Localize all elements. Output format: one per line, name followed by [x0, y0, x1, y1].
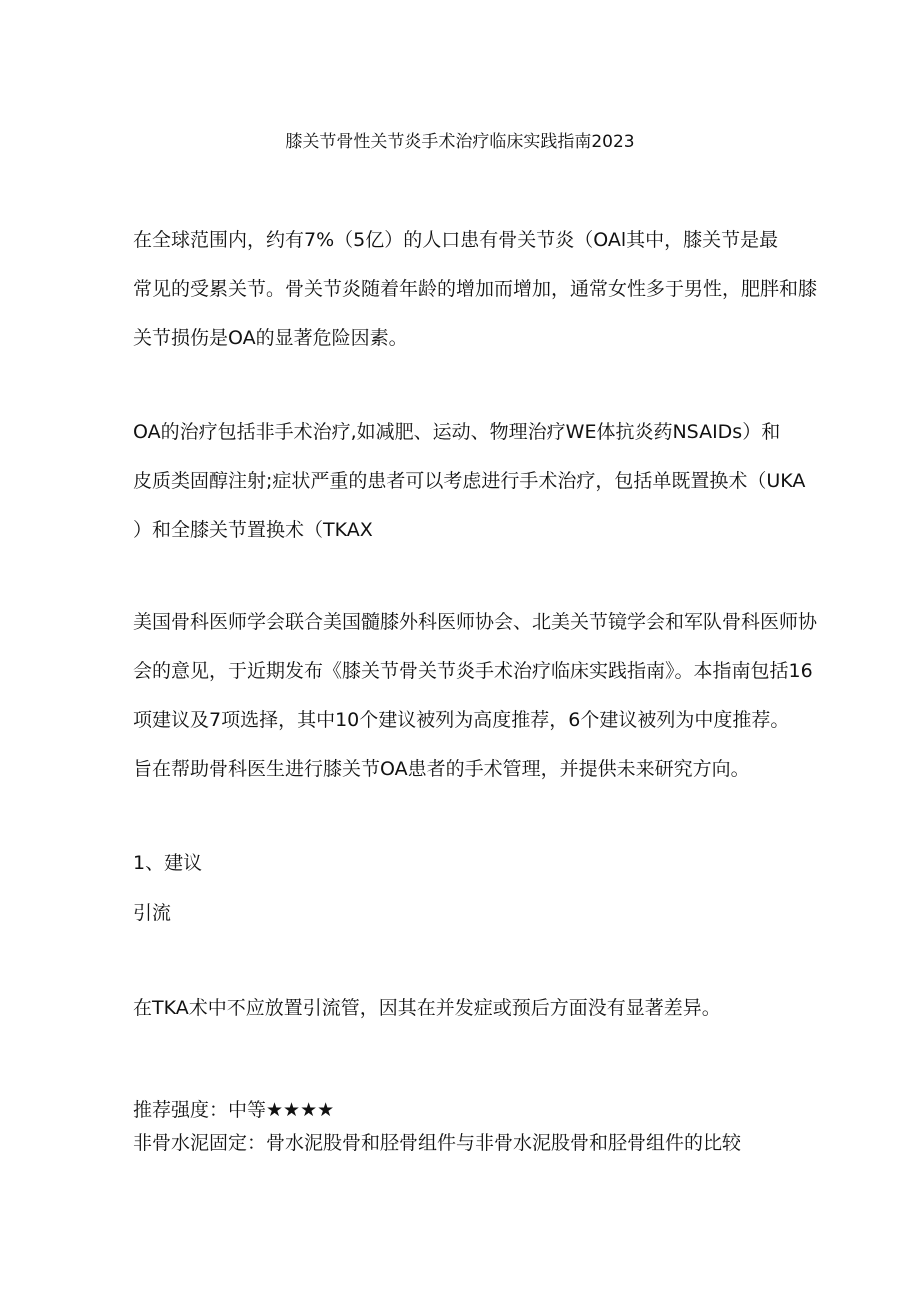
paragraph-line: 会的意见，于近期发布《膝关节骨关节炎手术治疗临床实践指南》。本指南包括16 — [133, 660, 813, 682]
paragraph-line: 旨在帮助骨科医生进行膝关节OA患者的手术管理，并提供未来研究方向。 — [133, 758, 750, 780]
paragraph-line: 皮质类固醇注射;症状严重的患者可以考虑进行手术治疗，包括单既置换术（UKA — [133, 470, 806, 492]
paragraph-line: OA的治疗包括非手术治疗,如减肥、运动、物理治疗WE体抗炎药NSAIDs）和 — [133, 421, 781, 443]
paragraph-guideline — [133, 598, 823, 794]
paragraph-line: 在全球范围内，约有7%（5亿）的人口患有骨关节炎（OAl其中，膝关节是最 — [133, 229, 779, 251]
paragraph-line: 美国骨科医师学会联合美国髓膝外科医师协会、北美关节镜学会和军队骨科医师协 — [133, 611, 818, 633]
section-heading: 1、建议 — [133, 852, 203, 874]
recommendation-text: 在TKA术中不应放置引流管，因其在并发症或预后方面没有显著差异。 — [133, 997, 721, 1019]
subheading-drainage: 引流 — [133, 902, 172, 924]
paragraph-line: 常见的受累关节。骨关节炎随着年龄的增加而增加，通常女性多于男性，肥胖和膝 — [133, 278, 818, 300]
paragraph-line: ）和全膝关节置换术（TKAX — [133, 519, 373, 541]
paragraph-line: 关节损伤是OA的显著危险因素。 — [133, 327, 408, 349]
recommendation-strength: 推荐强度：中等★★★★ — [133, 1099, 335, 1121]
paragraph-line: 项建议及7项选择，其中10个建议被列为高度推荐，6个建议被列为中度推荐。 — [133, 709, 790, 731]
paragraph-treatment — [133, 408, 823, 555]
document-title: 膝关节骨性关节炎手术治疗临床实践指南2023 — [285, 132, 635, 152]
next-topic-heading: 非骨水泥固定：骨水泥股骨和胫骨组件与非骨水泥股骨和胫骨组件的比较 — [133, 1132, 742, 1154]
paragraph-prevalence — [133, 216, 823, 363]
